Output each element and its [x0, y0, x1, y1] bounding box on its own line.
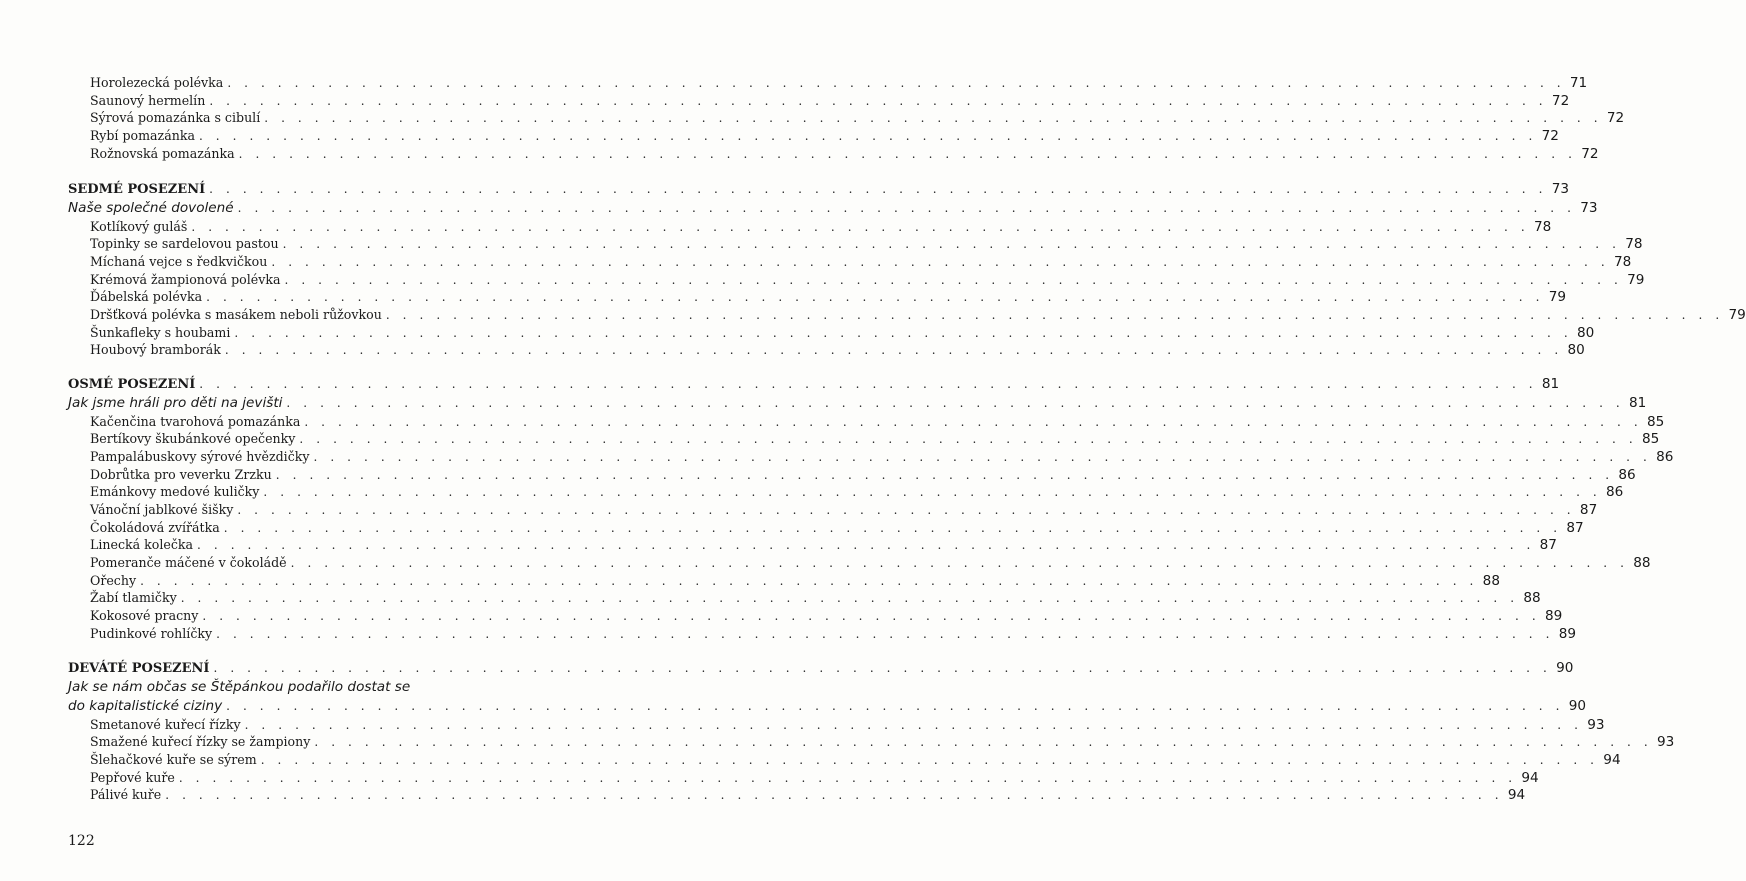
dot-leader: . . . . . . . . . . . . . . . . . . . . . . . . . . . . . . . . . . . . . . . . . . . . . . . . . . . . . . . . . . . . . . . . . . . . . . . . . . . . . . . .: [271, 254, 1610, 269]
entry-page-number: 80: [1577, 324, 1595, 341]
entry-title: Rožnovská pomazánka: [90, 145, 235, 161]
toc-chapter-entry: [68, 394, 1647, 413]
toc-recipe-entry: [68, 554, 1651, 572]
toc-recipe-entry: [68, 572, 1500, 590]
dot-leader: . . . . . . . . . . . . . . . . . . . . . . . . . . . . . . . . . . . . . . . . . . . . . . . . . . . . . . . . . . . . . . . . . . . . . . . . . . . . . . . .: [263, 485, 1602, 500]
toc-block-continued: [68, 74, 1625, 162]
toc-recipe-entry: [68, 145, 1599, 163]
toc-recipe-entry: [68, 218, 1552, 236]
toc-recipe-entry: [68, 519, 1584, 537]
entry-page-number: 71: [1569, 75, 1588, 91]
entry-title: Smažené kuřecí řízky se žampiony: [90, 734, 311, 750]
dot-leader: . . . . . . . . . . . . . . . . . . . . . . . . . . . . . . . . . . . . . . . . . . . . . . . . . . . . . . . . . . . . . . . . . . . . . . . . . . . . . . . .: [213, 661, 1552, 675]
toc-block-devate-posezeni: [68, 659, 1675, 804]
entry-title: Ďábelská polévka: [90, 289, 203, 305]
entry-title: Krémová žampionová polévka: [90, 271, 281, 287]
toc-recipe-entry: [68, 271, 1645, 289]
dot-leader: . . . . . . . . . . . . . . . . . . . . . . . . . . . . . . . . . . . . . . . . . . . . . . . . . . . . . . . . . . . . . . . . . . . . . . . . . . . . . . . .: [209, 93, 1548, 108]
entry-title: Pudinkové rohlíčky: [90, 625, 213, 641]
entry-page-number: 72: [1551, 92, 1570, 109]
dot-leader: . . . . . . . . . . . . . . . . . . . . . . . . . . . . . . . . . . . . . . . . . . . . . . . . . . . . . . . . . . . . . . . . . . . . . . . . . . . . . . . .: [180, 591, 1519, 606]
toc-block-osme-posezeni: [68, 375, 1674, 642]
dot-leader: . . . . . . . . . . . . . . . . . . . . . . . . . . . . . . . . . . . . . . . . . . . . . . . . . . . . . . . . . . . . . . . . . . . . . . . . . . . . . . . .: [237, 502, 1576, 517]
dot-leader: . . . . . . . . . . . . . . . . . . . . . . . . . . . . . . . . . . . . . . . . . . . . . . . . . . . . . . . . . . . . . . . . . . . . . . . . . . . . . . . .: [304, 414, 1643, 429]
entry-page-number: 87: [1579, 501, 1598, 518]
toc-recipe-entry: [68, 306, 1746, 324]
entry-page-number: 78: [1533, 218, 1552, 235]
entry-page-number: 93: [1587, 716, 1605, 733]
toc-recipe-entry: [68, 536, 1557, 554]
toc-section-heading-entry: [68, 180, 1570, 199]
entry-title: Kokosové pracny: [90, 608, 199, 624]
entry-title: Saunový hermelín: [90, 92, 206, 108]
entry-title: Šlehačkové kuře se sýrem: [90, 751, 257, 767]
entry-title: SEDMÉ POSEZENÍ: [68, 182, 206, 197]
toc-recipe-entry: [68, 413, 1665, 431]
entry-page-number: 86: [1656, 448, 1674, 465]
entry-page-number: 89: [1558, 625, 1577, 642]
toc-chapter-entry: [68, 697, 1587, 716]
toc-recipe-entry: [68, 253, 1632, 271]
entry-title: Míchaná vejce s ředkvičkou: [90, 253, 268, 269]
toc-section-heading-entry: [68, 375, 1560, 394]
entry-page-number: 85: [1646, 413, 1665, 430]
toc-recipe-entry: [68, 786, 1526, 804]
entry-page-number: 87: [1566, 519, 1584, 536]
entry-page-number: 88: [1482, 572, 1500, 589]
entry-title: Smetanové kuřecí řízky: [90, 716, 241, 732]
dot-leader: . . . . . . . . . . . . . . . . . . . . . . . . . . . . . . . . . . . . . . . . . . . . . . . . . . . . . . . . . . . . . . . . . . . . . . . . . . . . . . . .: [234, 325, 1573, 340]
entry-title: DEVÁTÉ POSEZENÍ: [68, 661, 210, 676]
entry-page-number: 89: [1544, 608, 1563, 625]
dot-leader: . . . . . . . . . . . . . . . . . . . . . . . . . . . . . . . . . . . . . . . . . . . . . . . . . . . . . . . . . . . . . . . . . . . . . . . . . . . . . . . .: [260, 752, 1599, 767]
entry-title: Pampalábuskovy sýrové hvězdičky: [90, 448, 310, 464]
dot-leader: . . . . . . . . . . . . . . . . . . . . . . . . . . . . . . . . . . . . . . . . . . . . . . . . . . . . . . . . . . . . . . . . . . . . . . . . . . . . . . . .: [140, 573, 1478, 588]
entry-title: Kotlíkový guláš: [90, 218, 188, 234]
toc-recipe-entry: [68, 74, 1588, 92]
entry-page-number: 86: [1618, 466, 1636, 483]
dot-leader: . . . . . . . . . . . . . . . . . . . . . . . . . . . . . . . . . . . . . . . . . . . . . . . . . . . . . . . . . . . . . . . . . . . . . . . . . . . . . . . .: [299, 432, 1638, 447]
toc-recipe-entry: [68, 733, 1675, 751]
entry-title: Bertíkovy škubánkové opečenky: [90, 431, 296, 447]
toc-block-sedme-posezeni: [68, 180, 1746, 359]
entry-title: Jak se nám občas se Štěpánkou podařilo dostat se: [68, 678, 411, 695]
entry-page-number: 86: [1606, 484, 1624, 501]
entry-page-number: 88: [1633, 555, 1651, 571]
dot-leader: . . . . . . . . . . . . . . . . . . . . . . . . . . . . . . . . . . . . . . . . . . . . . . . . . . . . . . . . . . . . . . . . . . . . . . . . . . . . . . . .: [199, 377, 1538, 391]
entry-page-number: 93: [1656, 734, 1675, 751]
toc-section-heading-entry: [68, 659, 1574, 678]
toc-recipe-entry: [68, 607, 1563, 625]
toc-recipe-entry: [68, 430, 1660, 448]
entry-page-number: 79: [1728, 306, 1746, 323]
dot-leader: . . . . . . . . . . . . . . . . . . . . . . . . . . . . . . . . . . . . . . . . . . . . . . . . . . . . . . . . . . . . . . . . . . . . . . . . . . . . . . . .: [165, 788, 1504, 803]
dot-leader: . . . . . . . . . . . . . . . . . . . . . . . . . . . . . . . . . . . . . . . . . . . . . . . . . . . . . . . . . . . . . . . . . . . . . . . . . . . . . . . .: [223, 520, 1562, 535]
entry-title: Vánoční jablkové šišky: [90, 501, 234, 517]
entry-title: Pálivé kuře: [90, 787, 162, 803]
entry-title: Linecká kolečka: [90, 537, 194, 553]
entry-page-number: 81: [1541, 376, 1560, 392]
entry-page-number: 94: [1521, 769, 1539, 786]
entry-title: Jak jsme hráli pro děti na jevišti: [68, 394, 283, 411]
entry-title: Ořechy: [90, 572, 137, 588]
entry-title: OSMÉ POSEZENÍ: [68, 377, 196, 392]
entry-title: Dršťková polévka s masákem neboli růžovkou: [90, 306, 382, 322]
entry-page-number: 90: [1568, 697, 1587, 714]
toc-recipe-entry: [68, 448, 1674, 466]
dot-leader: . . . . . . . . . . . . . . . . . . . . . . . . . . . . . . . . . . . . . . . . . . . . . . . . . . . . . . . . . . . . . . . . . . . . . . . . . . . . . . . .: [237, 200, 1576, 215]
toc-recipe-entry: [68, 341, 1585, 359]
dot-leader: . . . . . . . . . . . . . . . . . . . . . . . . . . . . . . . . . . . . . . . . . . . . . . . . . . . . . . . . . . . . . . . . . . . . . . . . . . . . . . . .: [286, 395, 1625, 410]
toc-recipe-entry: [68, 769, 1539, 787]
dot-leader: . . . . . . . . . . . . . . . . . . . . . . . . . . . . . . . . . . . . . . . . . . . . . . . . . . . . . . . . . . . . . . . . . . . . . . . . . . . . . . . .: [224, 343, 1563, 358]
entry-title: Čokoládová zvířátka: [90, 519, 220, 535]
entry-page-number: 73: [1580, 199, 1598, 216]
dot-leader: . . . . . . . . . . . . . . . . . . . . . . . . . . . . . . . . . . . . . . . . . . . . . . . . . . . . . . . . . . . . . . . . . . . . . . . . . . . . . . . .: [284, 272, 1623, 287]
entry-title: Pepřové kuře: [90, 769, 175, 785]
dot-leader: . . . . . . . . . . . . . . . . . . . . . . . . . . . . . . . . . . . . . . . . . . . . . . . . . . . . . . . . . . . . . . . . . . . . . . . . . . . . . . . .: [206, 290, 1545, 305]
toc-chapter-entry: [68, 199, 1598, 218]
entry-title: Kačenčina tvarohová pomazánka: [90, 413, 301, 429]
entry-title: Dobrůtka pro veverku Zrzku: [90, 466, 272, 482]
toc-recipe-entry: [68, 751, 1621, 769]
entry-title: Žabí tlamičky: [90, 590, 177, 606]
entry-title: Rybí pomazánka: [90, 128, 195, 144]
entry-title: do kapitalistické ciziny: [68, 697, 223, 714]
entry-page-number: 94: [1603, 751, 1621, 768]
entry-title: Topinky se sardelovou pastou: [90, 236, 279, 252]
entry-title: Horolezecká polévka: [90, 75, 224, 90]
toc-recipe-entry: [68, 589, 1541, 607]
entry-page-number: 79: [1548, 289, 1567, 306]
entry-page-number: 79: [1627, 271, 1645, 288]
entry-title: Houbový bramborák: [90, 342, 221, 358]
entry-page-number: 90: [1556, 660, 1574, 676]
toc-recipe-entry: [68, 109, 1625, 127]
entry-page-number: 88: [1523, 590, 1541, 607]
entry-page-number: 94: [1507, 787, 1526, 804]
entry-title: Naše společné dovolené: [68, 199, 234, 216]
entry-title: Emánkovy medové kuličky: [90, 484, 260, 500]
dot-leader: . . . . . . . . . . . . . . . . . . . . . . . . . . . . . . . . . . . . . . . . . . . . . . . . . . . . . . . . . . . . . . . . . . . . . . . . . . . . . . . .: [385, 307, 1724, 322]
page-number: 122: [68, 833, 95, 849]
dot-leader: . . . . . . . . . . . . . . . . . . . . . . . . . . . . . . . . . . . . . . . . . . . . . . . . . . . . . . . . . . . . . . . . . . . . . . . . . . . . . . . .: [202, 609, 1541, 624]
dot-leader: . . . . . . . . . . . . . . . . . . . . . . . . . . . . . . . . . . . . . . . . . . . . . . . . . . . . . . . . . . . . . . . . . . . . . . . . . . . . . . . .: [226, 698, 1565, 713]
entry-page-number: 72: [1606, 110, 1625, 127]
toc-recipe-entry: [68, 625, 1577, 643]
toc-recipe-entry: [68, 92, 1570, 110]
entry-page-number: 78: [1625, 236, 1643, 253]
entry-page-number: 72: [1541, 128, 1559, 145]
entry-page-number: 80: [1567, 342, 1585, 359]
dot-leader: . . . . . . . . . . . . . . . . . . . . . . . . . . . . . . . . . . . . . . . . . . . . . . . . . . . . . . . . . . . . . . . . . . . . . . . . . . . . . . . .: [178, 770, 1517, 785]
dot-leader: . . . . . . . . . . . . . . . . . . . . . . . . . . . . . . . . . . . . . . . . . . . . . . . . . . . . . . . . . . . . . . . . . . . . . . . . . . . . . . . .: [198, 129, 1537, 144]
dot-leader: . . . . . . . . . . . . . . . . . . . . . . . . . . . . . . . . . . . . . . . . . . . . . . . . . . . . . . . . . . . . . . . . . . . . . . . . . . . . . . . .: [209, 182, 1548, 196]
entry-page-number: 85: [1642, 431, 1660, 448]
entry-page-number: 72: [1581, 145, 1599, 162]
entry-page-number: 73: [1551, 181, 1570, 197]
toc-recipe-entry: [68, 288, 1567, 306]
dot-leader: . . . . . . . . . . . . . . . . . . . . . . . . . . . . . . . . . . . . . . . . . . . . . . . . . . . . . . . . . . . . . . . . . . . . . . . . . . . . . . . .: [197, 538, 1535, 553]
entry-page-number: 87: [1539, 537, 1557, 554]
toc-recipe-entry: [68, 466, 1636, 484]
entry-page-number: 81: [1629, 394, 1647, 411]
entry-page-number: 78: [1613, 253, 1632, 270]
dot-leader: . . . . . . . . . . . . . . . . . . . . . . . . . . . . . . . . . . . . . . . . . . . . . . . . . . . . . . . . . . . . . . . . . . . . . . . . . . . . . . . .: [191, 219, 1530, 234]
toc-recipe-entry: [68, 716, 1605, 734]
entry-title: Sýrová pomazánka s cibulí: [90, 110, 261, 126]
toc-recipe-entry: [68, 501, 1598, 519]
entry-title: Pomeranče máčené v čokoládě: [90, 555, 287, 570]
toc-recipe-entry: [68, 127, 1559, 145]
dot-leader: . . . . . . . . . . . . . . . . . . . . . . . . . . . . . . . . . . . . . . . . . . . . . . . . . . . . . . . . . . . . . . . . . . . . . . . . . . . . . . . .: [216, 626, 1555, 641]
toc-recipe-entry: [68, 235, 1643, 253]
toc-recipe-entry: [68, 483, 1624, 501]
dot-leader: . . . . . . . . . . . . . . . . . . . . . . . . . . . . . . . . . . . . . . . . . . . . . . . . . . . . . . . . . . . . . . . . . . . . . . . . . . . . . . . .: [227, 76, 1566, 90]
toc-recipe-entry: [68, 324, 1595, 342]
dot-leader: . . . . . . . . . . . . . . . . . . . . . . . . . . . . . . . . . . . . . . . . . . . . . . . . . . . . . . . . . . . . . . . . . . . . . . . . . . . . . . . .: [244, 717, 1583, 732]
dot-leader: . . . . . . . . . . . . . . . . . . . . . . . . . . . . . . . . . . . . . . . . . . . . . . . . . . . . . . . . . . . . . . . . . . . . . . . . . . . . . . . .: [238, 146, 1577, 161]
dot-leader: . . . . . . . . . . . . . . . . . . . . . . . . . . . . . . . . . . . . . . . . . . . . . . . . . . . . . . . . . . . . . . . . . . . . . . . . . . . . . . . .: [313, 449, 1652, 464]
toc-chapter-entry: [68, 678, 562, 697]
entry-title: Šunkafleky s houbami: [90, 324, 231, 340]
dot-leader: . . . . . . . . . . . . . . . . . . . . . . . . . . . . . . . . . . . . . . . . . . . . . . . . . . . . . . . . . . . . . . . . . . . . . . . . . . . . . . . .: [275, 467, 1614, 482]
dot-leader: . . . . . . . . . . . . . . . . . . . . . . . . . . . . . . . . . . . . . . . . . . . . . . . . . . . . . . . . . . . . . . . . . . . . . . . . . . . . . . . .: [290, 556, 1629, 570]
dot-leader: . . . . . . . . . . . . . . . . . . . . . . . . . . . . . . . . . . . . . . . . . . . . . . . . . . . . . . . . . . . . . . . . . . . . . . . . . . . . . . . .: [282, 237, 1621, 252]
dot-leader: . . . . . . . . . . . . . . . . . . . . . . . . . . . . . . . . . . . . . . . . . . . . . . . . . . . . . . . . . . . . . . . . . . . . . . . . . . . . . . . .: [264, 111, 1603, 126]
dot-leader: . . . . . . . . . . . . . . . . . . . . . . . . . . . . . . . . . . . . . . . . . . . . . . . . . . . . . . . . . . . . . . . . . . . . . . . . . . . . . . . .: [314, 735, 1653, 750]
